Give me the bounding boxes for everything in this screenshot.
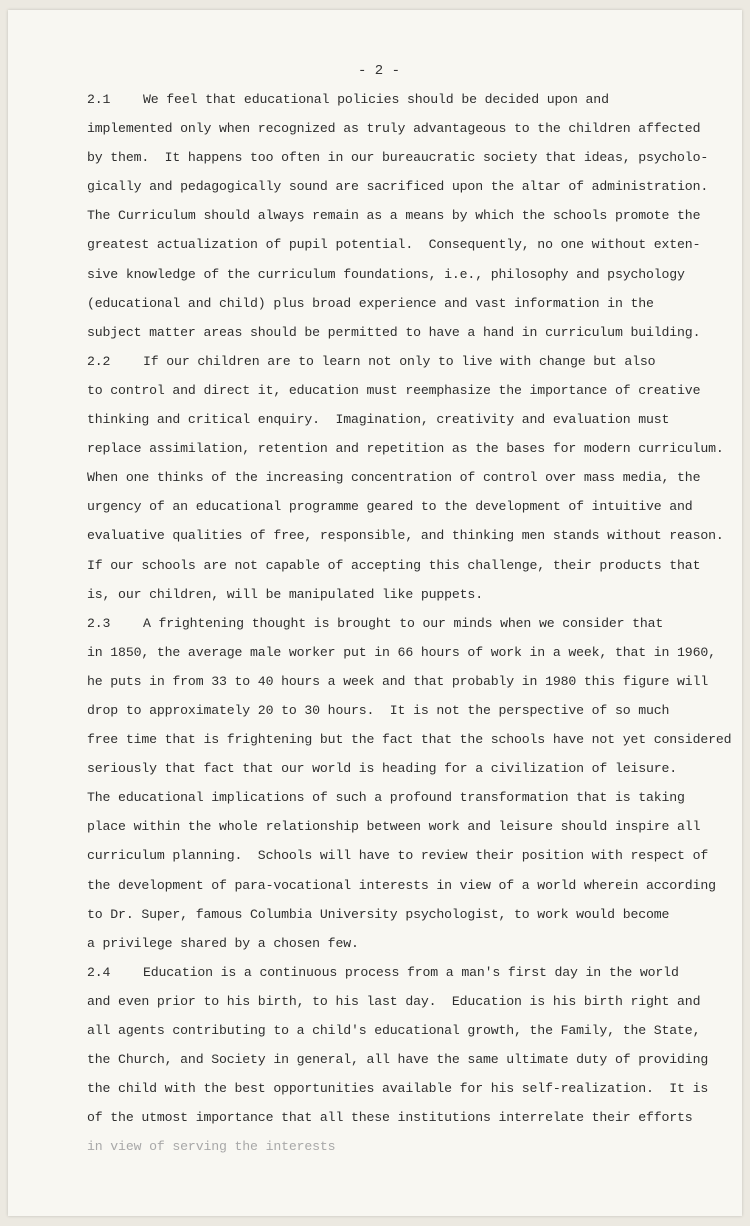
paragraph-2-3-line: to Dr. Super, famous Columbia University psychologist, to work would become	[87, 906, 670, 922]
section-number: 2.1	[87, 92, 111, 107]
paragraph-2-4-line: the Church, and Society in general, all have the same ultimate duty of providing	[87, 1052, 709, 1068]
paragraph-2-4-line: 2.4 Education is a continuous process from a man's first day in the world	[87, 958, 697, 987]
paragraph-2-4-line: of the utmost importance that all these institutions interrelate their efforts	[87, 1110, 693, 1126]
paragraph-2-2-line: to control and direct it, education must reemphasize the importance of creative	[87, 382, 701, 398]
paragraph-2-4-line: and even prior to his birth, to his last day. Education is his birth right and	[87, 993, 701, 1009]
paragraph-2-2-line: 2.2 If our children are to learn not only to live with change but also	[87, 347, 697, 376]
paragraph-2-1-line: implemented only when recognized as truly advantageous to the children affected	[87, 121, 701, 137]
paragraph-2-3-line: drop to approximately 20 to 30 hours. It is not the perspective of so much	[87, 702, 670, 718]
section-number: 2.2	[87, 353, 111, 369]
paragraph-2-1-line: gically and pedagogically sound are sacrificed upon the altar of administration.	[87, 179, 709, 195]
paragraph-2-4-line: all agents contributing to a child's educational growth, the Family, the State,	[87, 1023, 701, 1038]
paragraph-2-1-line: 2.1 We feel that educational policies should be decided upon and	[87, 85, 697, 114]
paragraph-2-2-line: evaluative qualities of free, responsible, and thinking men stands without reason.	[87, 528, 724, 544]
paragraph-2-3-line: The educational implications of such a profound transformation that is taking	[87, 790, 685, 806]
paragraph-2-2-line: is, our children, will be manipulated like puppets.	[87, 586, 483, 602]
section-number: 2.4	[87, 964, 111, 980]
paragraph-2-3-line: the development of para-vocational interests in view of a world wherein according	[87, 877, 716, 893]
paragraph-2-2-line: If our schools are not capable of accepting this challenge, their products that	[87, 557, 701, 573]
paragraph-2-4-line: in view of serving the interests	[87, 1139, 336, 1155]
paragraph-2-2-line: thinking and critical enquiry. Imagination, creativity and evaluation must	[87, 412, 670, 428]
paragraph-2-1-line: by them. It happens too often in our bureaucratic society that ideas, psycholo-	[87, 150, 709, 166]
page-number: - 2 -	[357, 63, 400, 79]
paragraph-2-3-line: a privilege shared by a chosen few.	[87, 935, 359, 951]
paragraph-2-3-line: place within the whole relationship between work and leisure should inspire all	[87, 819, 701, 835]
document-body	[87, 85, 732, 1161]
paragraph-2-3-line: in 1850, the average male worker put in 66 hours of work in a week, that in 1960,	[87, 644, 716, 660]
paragraph-2-1-line: sive knowledge of the curriculum foundations, i.e., philosophy and psychology	[87, 266, 685, 282]
paragraph-2-2-line: replace assimilation, retention and repetition as the bases for modern curriculum.	[87, 441, 724, 457]
section-number: 2.3	[87, 615, 111, 631]
paragraph-2-2-line: urgency of an educational programme geared to the development of intuitive and	[87, 499, 693, 515]
paragraph-2-3-line: 2.3 A frightening thought is brought to our minds when we consider that	[87, 609, 697, 638]
paragraph-2-2-line: When one thinks of the increasing concentration of control over mass media, the	[87, 470, 701, 486]
paragraph-2-3-line: seriously that fact that our world is heading for a civilization of leisure.	[87, 761, 678, 777]
paragraph-2-3-line: free time that is frightening but the fact that the schools have not yet considered	[87, 732, 732, 748]
paragraph-2-1-line: subject matter areas should be permitted to have a hand in curriculum building.	[87, 324, 701, 340]
paragraph-2-3-line: curriculum planning. Schools will have to review their position with respect of	[87, 848, 709, 864]
paragraph-2-3-line: he puts in from 33 to 40 hours a week and that probably in 1980 this figure will	[87, 673, 709, 689]
paragraph-2-1-line: (educational and child) plus broad experience and vast information in the	[87, 295, 654, 311]
paragraph-2-1-line: greatest actualization of pupil potential. Consequently, no one without exten-	[87, 237, 701, 253]
paragraph-2-1-line: The Curriculum should always remain as a means by which the schools promote the	[87, 208, 701, 224]
paragraph-2-4-line: the child with the best opportunities available for his self-realization. It is	[87, 1081, 709, 1097]
